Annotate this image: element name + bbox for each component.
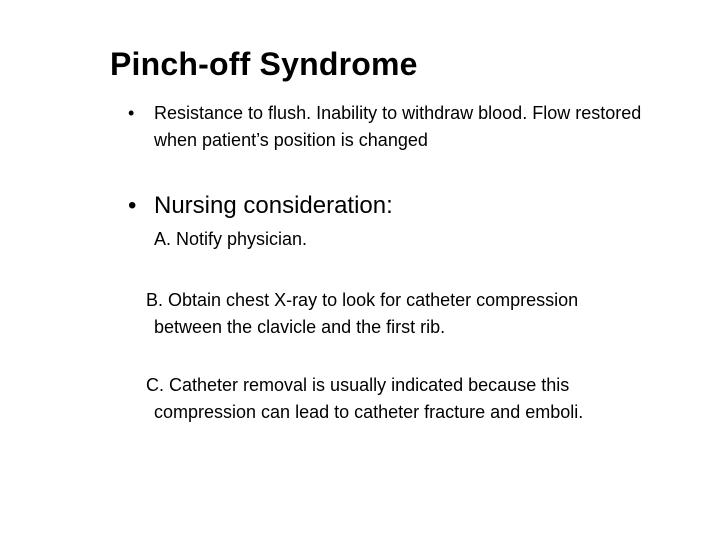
sub-item-catheter-removal	[146, 372, 656, 426]
sub-item-chest-xray-line2: between the clavicle and the first rib.	[154, 317, 446, 337]
bullet-text-symptoms: Resistance to flush. Inability to withdraw blood. Flow restored when patient’s position is changed	[154, 103, 642, 150]
bullet-text-nursing-consideration: Nursing consideration:	[154, 192, 393, 219]
sub-item-catheter-removal-line1: C. Catheter removal is usually indicated because this	[146, 375, 570, 395]
bullet-item-symptoms	[128, 100, 648, 154]
slide-title: Pinch-off Syndrome	[110, 46, 418, 82]
sub-item-catheter-removal-line2: compression can lead to catheter fracture and emboli.	[154, 402, 584, 422]
sub-item-notify-physician: A. Notify physician.	[154, 229, 308, 249]
sub-item-chest-xray-line1: B. Obtain chest X-ray to look for catheter compression	[146, 290, 579, 310]
bullet-item-nursing	[128, 190, 648, 222]
sub-item-chest-xray	[146, 287, 656, 341]
bullet-marker: •	[128, 103, 135, 123]
bullet-marker: •	[128, 192, 137, 219]
